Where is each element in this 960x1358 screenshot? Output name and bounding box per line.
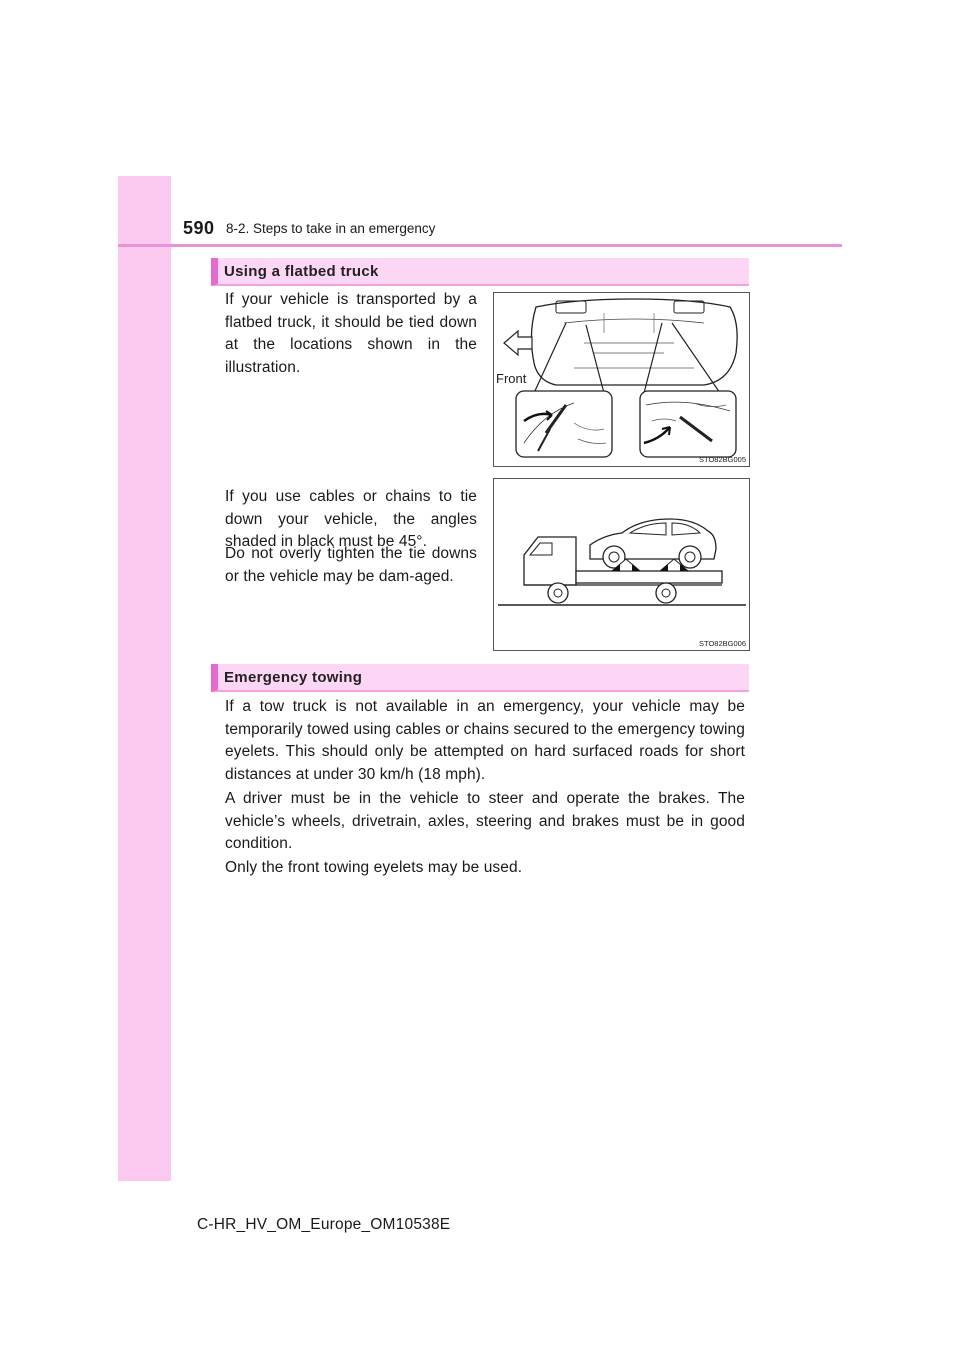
section-heading-text: Emergency towing	[224, 669, 363, 686]
tie-down-illustration	[494, 293, 749, 466]
figure-code: STO82BG005	[699, 455, 746, 464]
figure-tie-down-locations	[493, 292, 750, 467]
paragraph-towing-2: A driver must be in the vehicle to steer and operate the brakes. The vehicle’s wheels, drivetrain, axles, steering and brakes must be in good condition.	[225, 790, 745, 852]
document-id: C-HR_HV_OM_Europe_OM10538E	[197, 1216, 451, 1233]
flatbed-truck-illustration	[494, 479, 749, 650]
figure-code: STO82BG006	[699, 639, 746, 648]
section-heading-flatbed	[211, 258, 749, 286]
section-heading-towing	[211, 664, 749, 692]
figure-flatbed-truck	[493, 478, 750, 651]
paragraph-flatbed-1: If your vehicle is transported by a flatbed truck, it should be tied down at the locations shown in the illustration.	[225, 291, 477, 376]
front-label: Front	[496, 371, 527, 386]
page-number: 590	[183, 218, 215, 238]
paragraph-towing-3: Only the front towing eyelets may be used.	[225, 859, 523, 876]
section-title: 8-2. Steps to take in an emergency	[226, 221, 436, 236]
chapter-side-band	[118, 176, 171, 1181]
section-heading-text: Using a flatbed truck	[224, 263, 379, 280]
paragraph-flatbed-3: Do not overly tighten the tie downs or the vehicle may be dam-aged.	[225, 545, 477, 585]
paragraph-flatbed-2: If you use cables or chains to tie down your vehicle, the angles shaded in black must be 45°.	[225, 488, 477, 550]
header-rule	[118, 244, 842, 247]
paragraph-towing-1: If a tow truck is not available in an emergency, your vehicle may be temporarily towed using cables or chains secured to the emergency towing eyelets. This should only be attempted on hard surfaced roads for short distances at under 30 km/h (18 mph).	[225, 698, 745, 783]
